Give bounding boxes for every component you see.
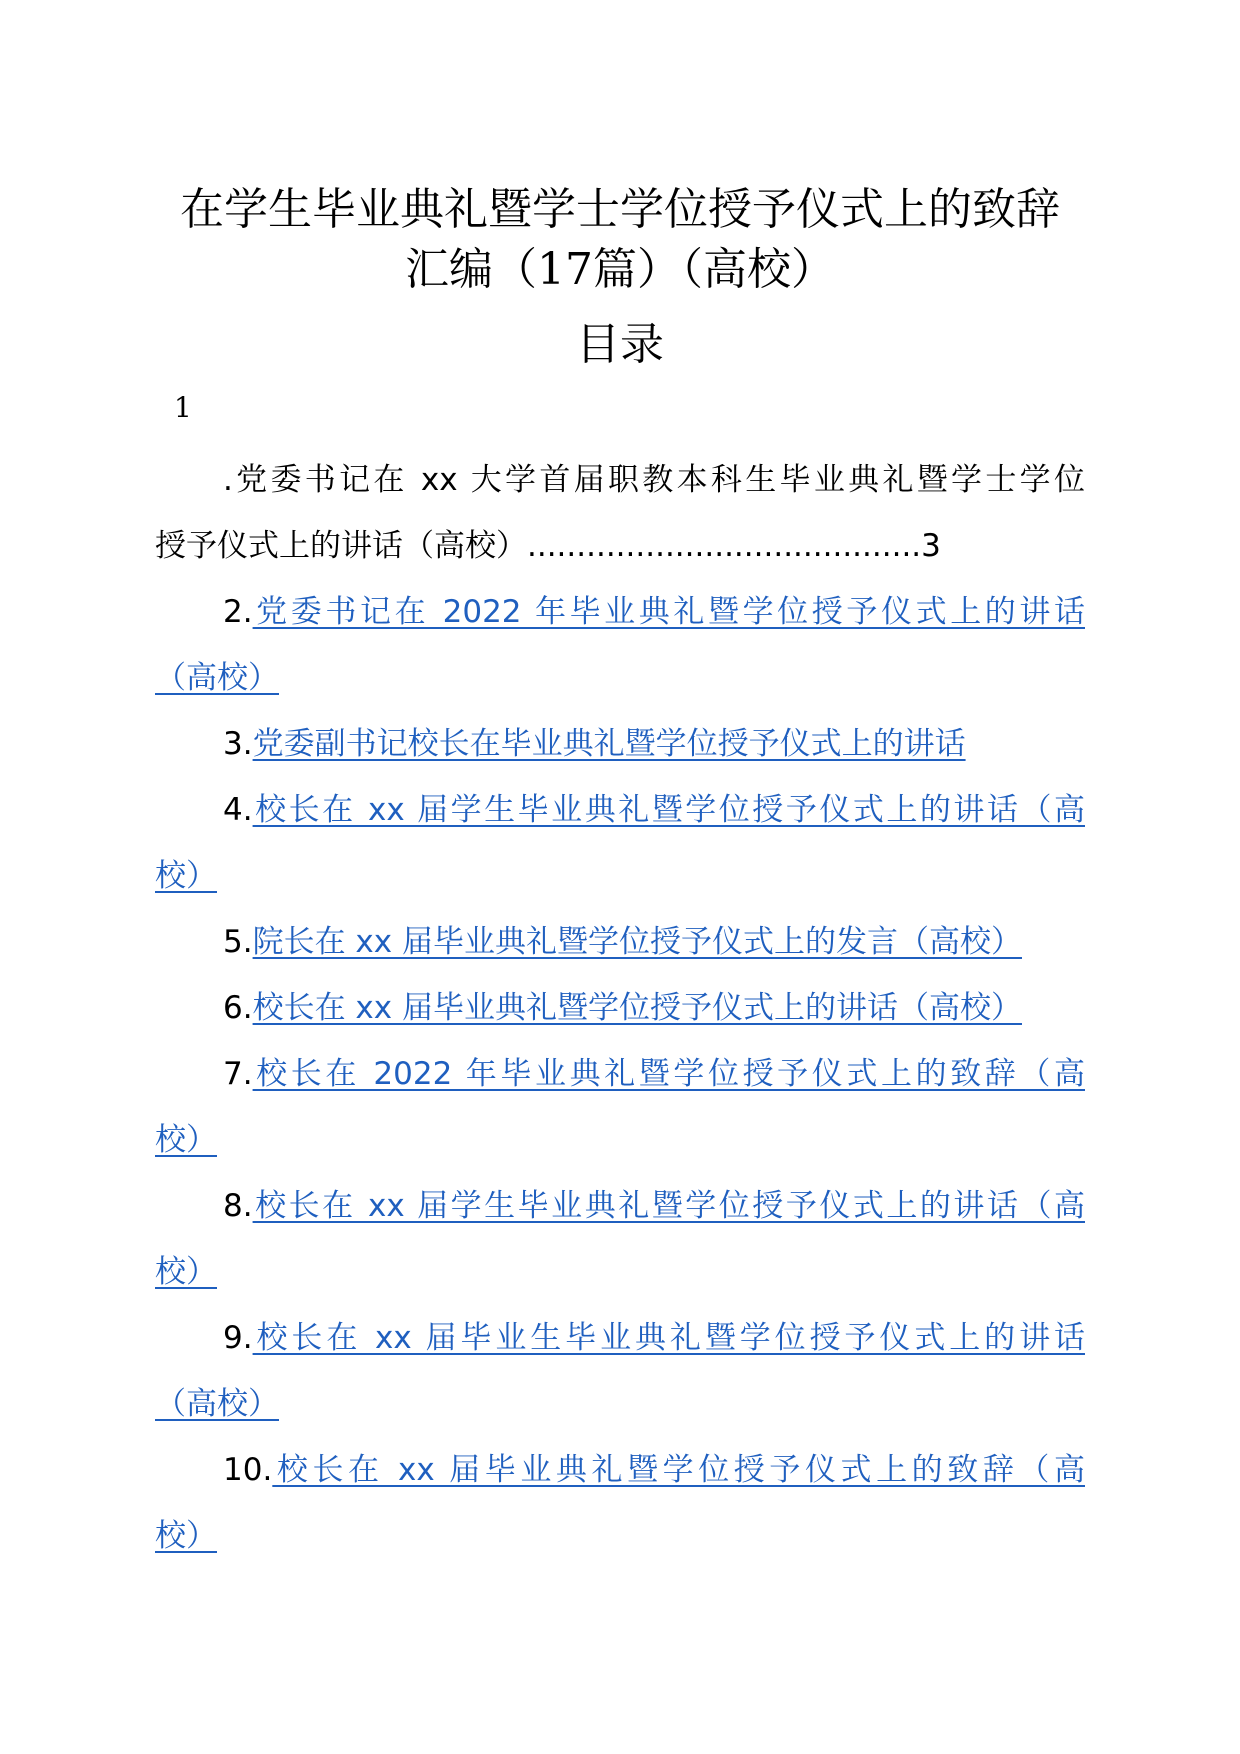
toc-item-number: 9. [223, 1320, 253, 1356]
toc-link-2-cont[interactable]: （高校） [155, 660, 279, 696]
toc-link-10-cont[interactable]: 校） [155, 1518, 217, 1554]
toc-heading: 目录 [576, 319, 664, 370]
toc-item-1-line-1[interactable]: .党委书记在 xx 大学首届职教本科生毕业典礼暨学士学位 [223, 462, 1085, 498]
toc-link-6[interactable]: 校长在 xx 届毕业典礼暨学位授予仪式上的讲话（高校） [252, 990, 1022, 1026]
toc-link-3[interactable]: 党委副书记校长在毕业典礼暨学位授予仪式上的讲话 [252, 726, 966, 762]
title-line-2-suffix: 篇）（高校） [593, 244, 835, 295]
toc-item-number: 8. [223, 1188, 253, 1224]
toc-item-1-line-2[interactable] [155, 513, 1085, 579]
toc-item-2-line-2[interactable] [155, 645, 1085, 711]
toc-link-4[interactable]: 校长在 xx 届学生毕业典礼暨学位授予仪式上的讲话（高 [252, 792, 1085, 828]
toc-item-number: 2. [223, 594, 253, 630]
toc-item-9-line-2[interactable] [155, 1371, 1085, 1437]
toc-item-number: 10. [223, 1452, 273, 1488]
toc-item-number: 6. [223, 990, 253, 1026]
toc-link-10[interactable]: 校长在 xx 届毕业典礼暨学位授予仪式上的致辞（高 [272, 1452, 1085, 1488]
document-title [140, 180, 1100, 300]
title-line-1: 在学生毕业典礼暨学士学位授予仪式上的致辞 [180, 184, 1060, 235]
first-item-number: 1 [174, 391, 192, 424]
table-of-contents [155, 447, 1085, 1569]
toc-item-8-line-1[interactable] [155, 1173, 1085, 1239]
toc-item-6[interactable] [155, 975, 1085, 1041]
toc-link-5[interactable]: 院长在 xx 届毕业典礼暨学位授予仪式上的发言（高校） [252, 924, 1022, 960]
toc-item-number: 3. [223, 726, 253, 762]
toc-item-7-line-1[interactable] [155, 1041, 1085, 1107]
toc-link-7-cont[interactable]: 校） [155, 1122, 217, 1158]
title-line-2-prefix: 汇编（ [405, 244, 537, 295]
toc-item-4-line-2[interactable] [155, 843, 1085, 909]
toc-item-1-text: 授予仪式上的讲话（高校） [155, 528, 527, 564]
title-count: 17 [537, 244, 593, 295]
toc-link-9-cont[interactable]: （高校） [155, 1386, 279, 1422]
toc-item-7-line-2[interactable] [155, 1107, 1085, 1173]
toc-item-4-line-1[interactable] [155, 777, 1085, 843]
toc-link-2[interactable]: 党委书记在 2022 年毕业典礼暨学位授予仪式上的讲话 [252, 594, 1085, 630]
toc-page-number: 3 [921, 528, 941, 564]
toc-link-8[interactable]: 校长在 xx 届学生毕业典礼暨学位授予仪式上的讲话（高 [252, 1188, 1085, 1224]
toc-link-9[interactable]: 校长在 xx 届毕业生毕业典礼暨学位授予仪式上的讲话 [252, 1320, 1085, 1356]
toc-link-7[interactable]: 校长在 2022 年毕业典礼暨学位授予仪式上的致辞（高 [252, 1056, 1085, 1092]
toc-item-number: 5. [223, 924, 253, 960]
toc-item-number: 4. [223, 792, 253, 828]
toc-item-10-line-1[interactable] [155, 1437, 1085, 1503]
toc-leader-dots: ........................................ [527, 528, 922, 564]
toc-item-number: 7. [223, 1056, 253, 1092]
toc-item-3[interactable] [155, 711, 1085, 777]
title-line-2 [140, 240, 1100, 300]
toc-item-2-line-1[interactable] [155, 579, 1085, 645]
toc-item-8-line-2[interactable] [155, 1239, 1085, 1305]
toc-link-4-cont[interactable]: 校） [155, 858, 217, 894]
toc-link-8-cont[interactable]: 校） [155, 1254, 217, 1290]
toc-item-9-line-1[interactable] [155, 1305, 1085, 1371]
toc-item-10-line-2[interactable] [155, 1503, 1085, 1569]
toc-item-5[interactable] [155, 909, 1085, 975]
